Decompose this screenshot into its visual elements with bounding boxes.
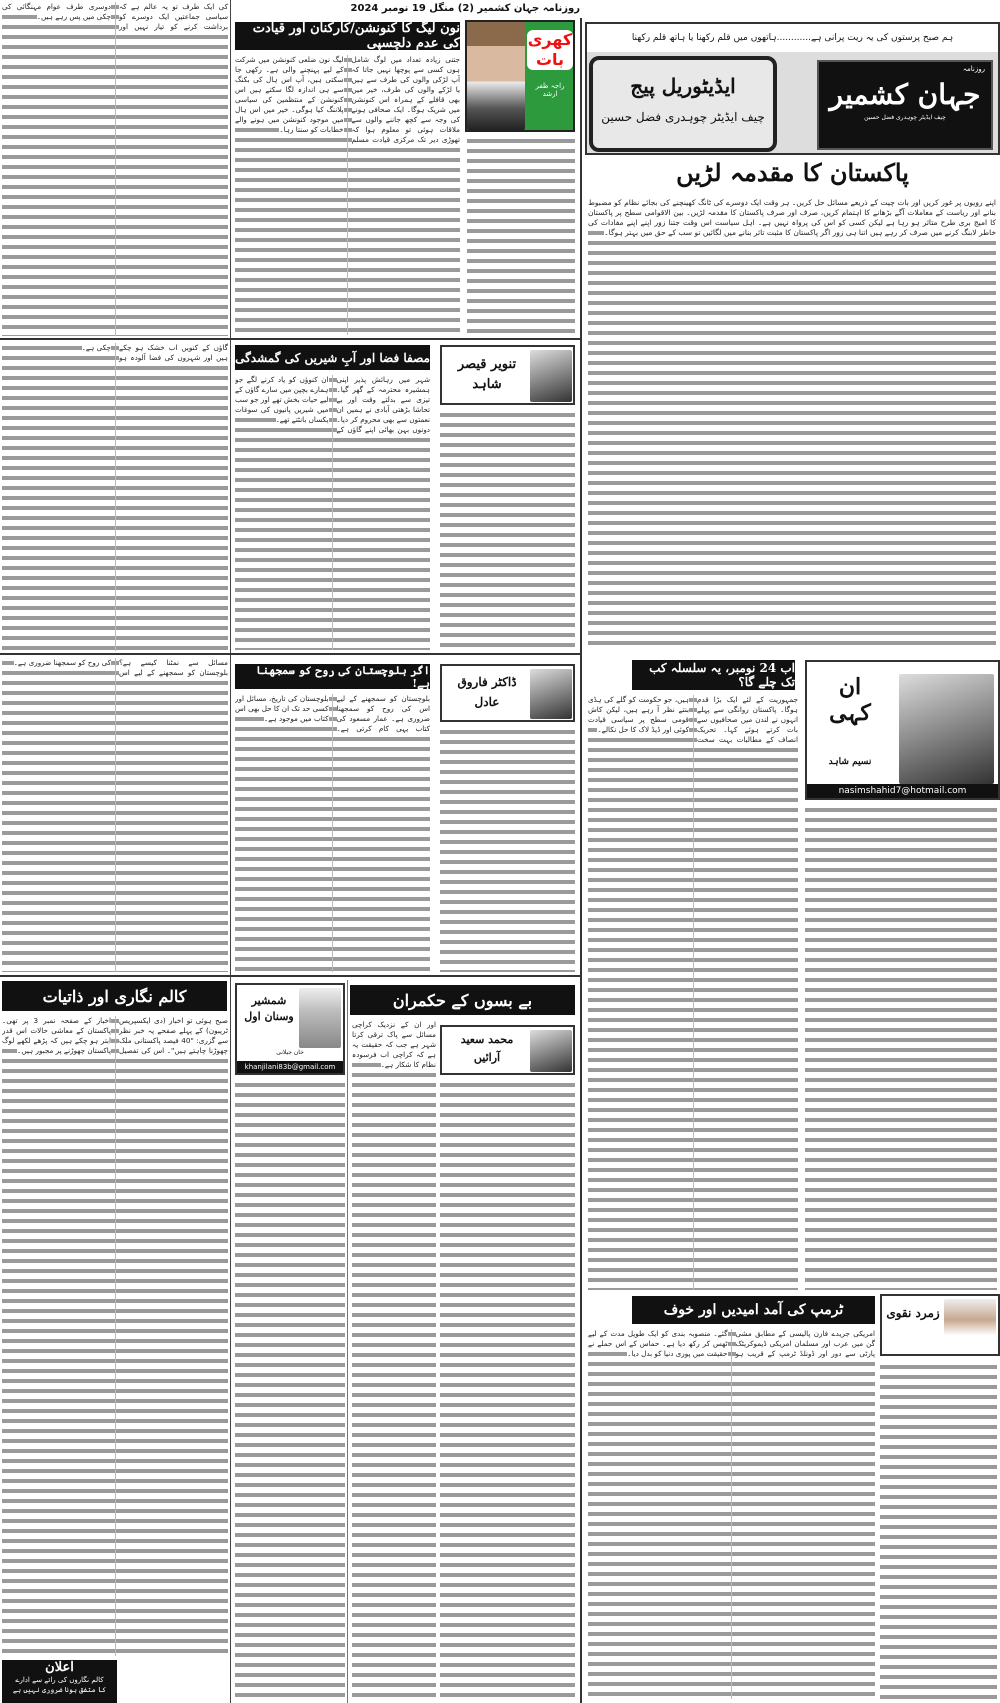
author-box — [235, 983, 345, 1075]
author-name: محمد سعید آرائیں — [460, 1033, 514, 1064]
author-name: ڈاکٹر فاروق عادل — [457, 675, 517, 709]
article-body — [880, 1362, 997, 1699]
author-email: khanjilani83b@gmail.com — [237, 1061, 343, 1073]
continuation-text: گاؤں کے کنویں اب خشک ہو چکے ہیں اور شہروں کی فضا آلودہ ہو چکی ہے۔ — [2, 343, 228, 651]
column-title: شمشیر وسنان اول — [244, 994, 294, 1023]
author-photo — [530, 1030, 572, 1072]
author-photo — [299, 988, 341, 1048]
author-name: تنویر قیصر شاہد — [457, 357, 517, 392]
column-logo-khari-baat — [465, 20, 575, 132]
author-photo — [467, 22, 525, 130]
author-box — [440, 1025, 575, 1075]
author-box — [440, 345, 575, 405]
author-photo — [944, 1299, 996, 1351]
logo-title: جہان کشمیر — [829, 78, 981, 111]
article-body: امریکی جریدے فارن پالیسی کے مطابق مشی گن میں عرب اور مسلمان امریکی ڈیموکریٹک پارٹی سے دور اور ڈونلڈ ٹرمپ کے قریب ہو گئے۔ منصوبہ بندی کو ایک طویل مدت کے لیے ٹھس کر رکھ دیا ہے۔ حماس کے اس حملے نے حقیقت میں پوری دنیا کو بدل دیا۔ — [588, 1329, 875, 1699]
article-body — [805, 805, 997, 1290]
continuation-text: مسائل سے نمٹنا کیسے ہے؟ بلوچستان کو سمجھنے کے لیے اس کی روح کو سمجھنا ضروری ہے۔ — [2, 658, 228, 972]
article-headline: مصفا فضا اور آبِ شیریں کی گمشدگی — [235, 345, 430, 370]
article-headline: نون لیگ کا کنونشن/کارکنان اور قیادت کی عدم دلچسپی — [235, 22, 460, 50]
editorial-body: اپنے رویوں پر غور کریں اور بات چیت کے ذریعے مسائل حل کریں۔ ہر وقت ایک دوسرے کی ٹانگ کھینچنے کی بجائے نظام کو مضبوط بنانے اور ریاست کے معاملات آگے بڑھانے کا اہتمام کریں، صرف اور صرف پاکستان کا مقدمہ لڑیں۔ بین الاقوامی سطح پر پاکستان کا امیج بری طرح متاثر ہو رہا ہے لیکن کسی کو اس کی پرواہ نہیں ہے۔ اہل سیاست اس وقت جتنا زور اپنے اپنے مفادات کی خاطر لابنگ کرنے میں صرف کر رہے ہیں اتنا ہی زور اگر پاکستان کا مثبت تاثر بنانے میں لگائیں تو سب کے حق میں بہتر ہوگا۔ — [588, 198, 996, 648]
article-headline: بے بسوں کے حکمران — [350, 985, 575, 1015]
author-name: نسیم شاہد — [828, 757, 872, 767]
author-name: راجہ ظفر ارشد — [535, 82, 565, 98]
notice-box — [2, 1660, 117, 1703]
article-body: جمہوریت کے لئے ایک بڑا قدم ہوگا۔ پاکستان روانگی سے پہلے انہوں نے لندن میں صحافیوں سے بات کرتے ہوئے کہا۔ تحریک انصاف کے مطالبات بہت سخت ہیں، جو حکومت کو گلے کی ہڈی بنتے نظر آ رہے ہیں، لیکن کاش قومی سطح پر سیاسی قیادت کوئی اور ڈیڈ لاک کا حل نکالے۔ — [588, 695, 798, 1290]
page-title: ایڈیٹوریل پیج — [630, 74, 736, 98]
article-body — [440, 1080, 575, 1698]
dateline: روزنامہ جہان کشمیر (2) منگل 19 نومبر 2024 — [350, 3, 580, 14]
author-name: زمرد نقوی — [886, 1306, 940, 1320]
column-title: کھری بات — [527, 30, 573, 69]
article-body — [440, 727, 575, 972]
logo-subline: چیف ایڈیٹر چوہدری فضل حسین — [864, 114, 946, 121]
article-body — [440, 410, 575, 650]
editorial-page-box — [589, 56, 777, 152]
chief-editor: چیف ایڈیٹر چوہدری فضل حسین — [601, 110, 765, 124]
continuation-text: کی ایک طرف تو یہ عالم ہے کہ سیاسی جماعتیں ایک دوسرے کو برداشت کرنے کو تیار نہیں اور دوسری طرف عوام مہنگائی کی چکی میں پس رہے ہیں۔ — [2, 2, 228, 336]
masthead — [585, 22, 1000, 155]
article-body — [467, 136, 575, 336]
article-headline: اب 24 نومبر، یہ سلسلہ کب تک چلے گا؟ — [632, 660, 795, 690]
author-photo — [899, 674, 994, 784]
notice-line: کالم نگاروں کی رائے سے ادارے — [15, 1676, 104, 1684]
notice-line: کا متفق ہونا ضروری نہیں ہے — [12, 1686, 107, 1694]
author-photo — [530, 669, 572, 719]
article-body: اور ان کے نزدیک کراچی مسائل سے پاک ترقی کرتا شہر ہے جب کہ حقیقت یہ ہے کہ کراچی اب فرسودہ نظام کا شکار ہے۔ — [352, 1020, 436, 1698]
article-body: بلوچستان کو سمجھنے کے لیے اس کی روح کو سمجھنا ضروری ہے۔ عمار مسعود کی کتاب یہی کام کرتی ہے۔ بلوچستان کی تاریخ، مسائل اور کسی حد تک ان کا حل بھی اس کتاب میں موجود ہے۔ — [235, 694, 430, 972]
article-headline: اگر بلوچستان کی روح کو سمجھنا ہے! — [235, 664, 430, 689]
logo-small: روزنامہ — [962, 65, 985, 73]
author-photo — [530, 350, 572, 402]
editorial-headline: پاکستان کا مقدمہ لڑیں — [676, 158, 909, 187]
article-headline: کالم نگاری اور ذاتیات — [2, 981, 227, 1011]
article-body: جتنی زیادہ تعداد میں لوگ شامل ہوں کسی سے پوچھا نہیں جاتا کہ آپ لڑکی والوں کی طرف سے ہیں یا لڑکے والوں کی طرف، خیر میں بھی قافلے کے ہمراہ اس کنونشن میں شریک ہوگا۔ ایک صحافی ہونے کی وجہ سے کچھ جاننے والوں سے ملاقات ہوئی تو معلوم ہوا کہ تھوڑی دیر تک مرکزی قیادت مسلم لیگ نون ضلعی کنونشن میں شرکت کے لیے پہنچنے والی ہے۔ رکھی جا سکتی ہیں، آپ اس ہال کی بکنگ سے ہی اندازہ لگا سکتے ہیں اس کنونشن کے منتظمین کی سیاسی پلاننگ کیا ہوگی۔ خیر میں اس ہال میں موجود کنونشن میں ہونے والے خطابات کو سنتا رہا۔ — [235, 55, 460, 335]
article-body: صبح ہوئی تو اخبار (دی ایکسپریس ٹریبون) کے پہلے صفحے پہ خبر نظر سے گزری: "40 فیصد پاکستانی ملک چھوڑنا چاہتے ہیں"۔ اس کی تفصیل اخبار کے صفحہ نمبر 3 پر تھی۔ پاکستان کے معاشی حالات اس قدر ابتر ہو چکے ہیں کہ پڑھے لکھے لوگ پاکستان چھوڑنے پر مجبور ہیں۔ — [2, 1016, 228, 1656]
notice-title: اعلان — [45, 1660, 74, 1675]
author-box — [805, 660, 1000, 800]
author-box — [880, 1294, 1000, 1356]
article-body — [235, 1080, 345, 1698]
author-name: خان جیلانی — [276, 1049, 304, 1056]
author-box — [440, 664, 575, 722]
author-email: nasimshahid7@hotmail.com — [807, 784, 998, 798]
masthead-motto: ہم صبح پرستوں کی یہ ریت پرانی ہے............ہاتھوں میں قلم رکھنا یا ہاتھ قلم رکھنا — [587, 24, 998, 52]
article-headline: ٹرمپ کی آمد امیدیں اور خوف — [632, 1296, 875, 1324]
newspaper-logo — [817, 60, 993, 150]
column-title: ان کہی — [829, 674, 871, 726]
article-body: شہر میں رہائش پذیر اپنی ہمشیرہ محترمہ کے گھر گیا۔ تیزی سے بدلتے وقت اور بے تحاشا بڑھتی آبادی نے ہمیں ان نعمتوں سے بھی محروم کر دیا۔ دونوں بہن بھائی اپنے گاؤں کے ان کنوؤں کو یاد کرنے لگے جو ہمارے بچپن میں سارے گاؤں کے لیے حیات بخش تھے اور جو سب میں شیریں پانیوں کی سوغات یکساں بانٹتے تھے۔ — [235, 375, 430, 650]
